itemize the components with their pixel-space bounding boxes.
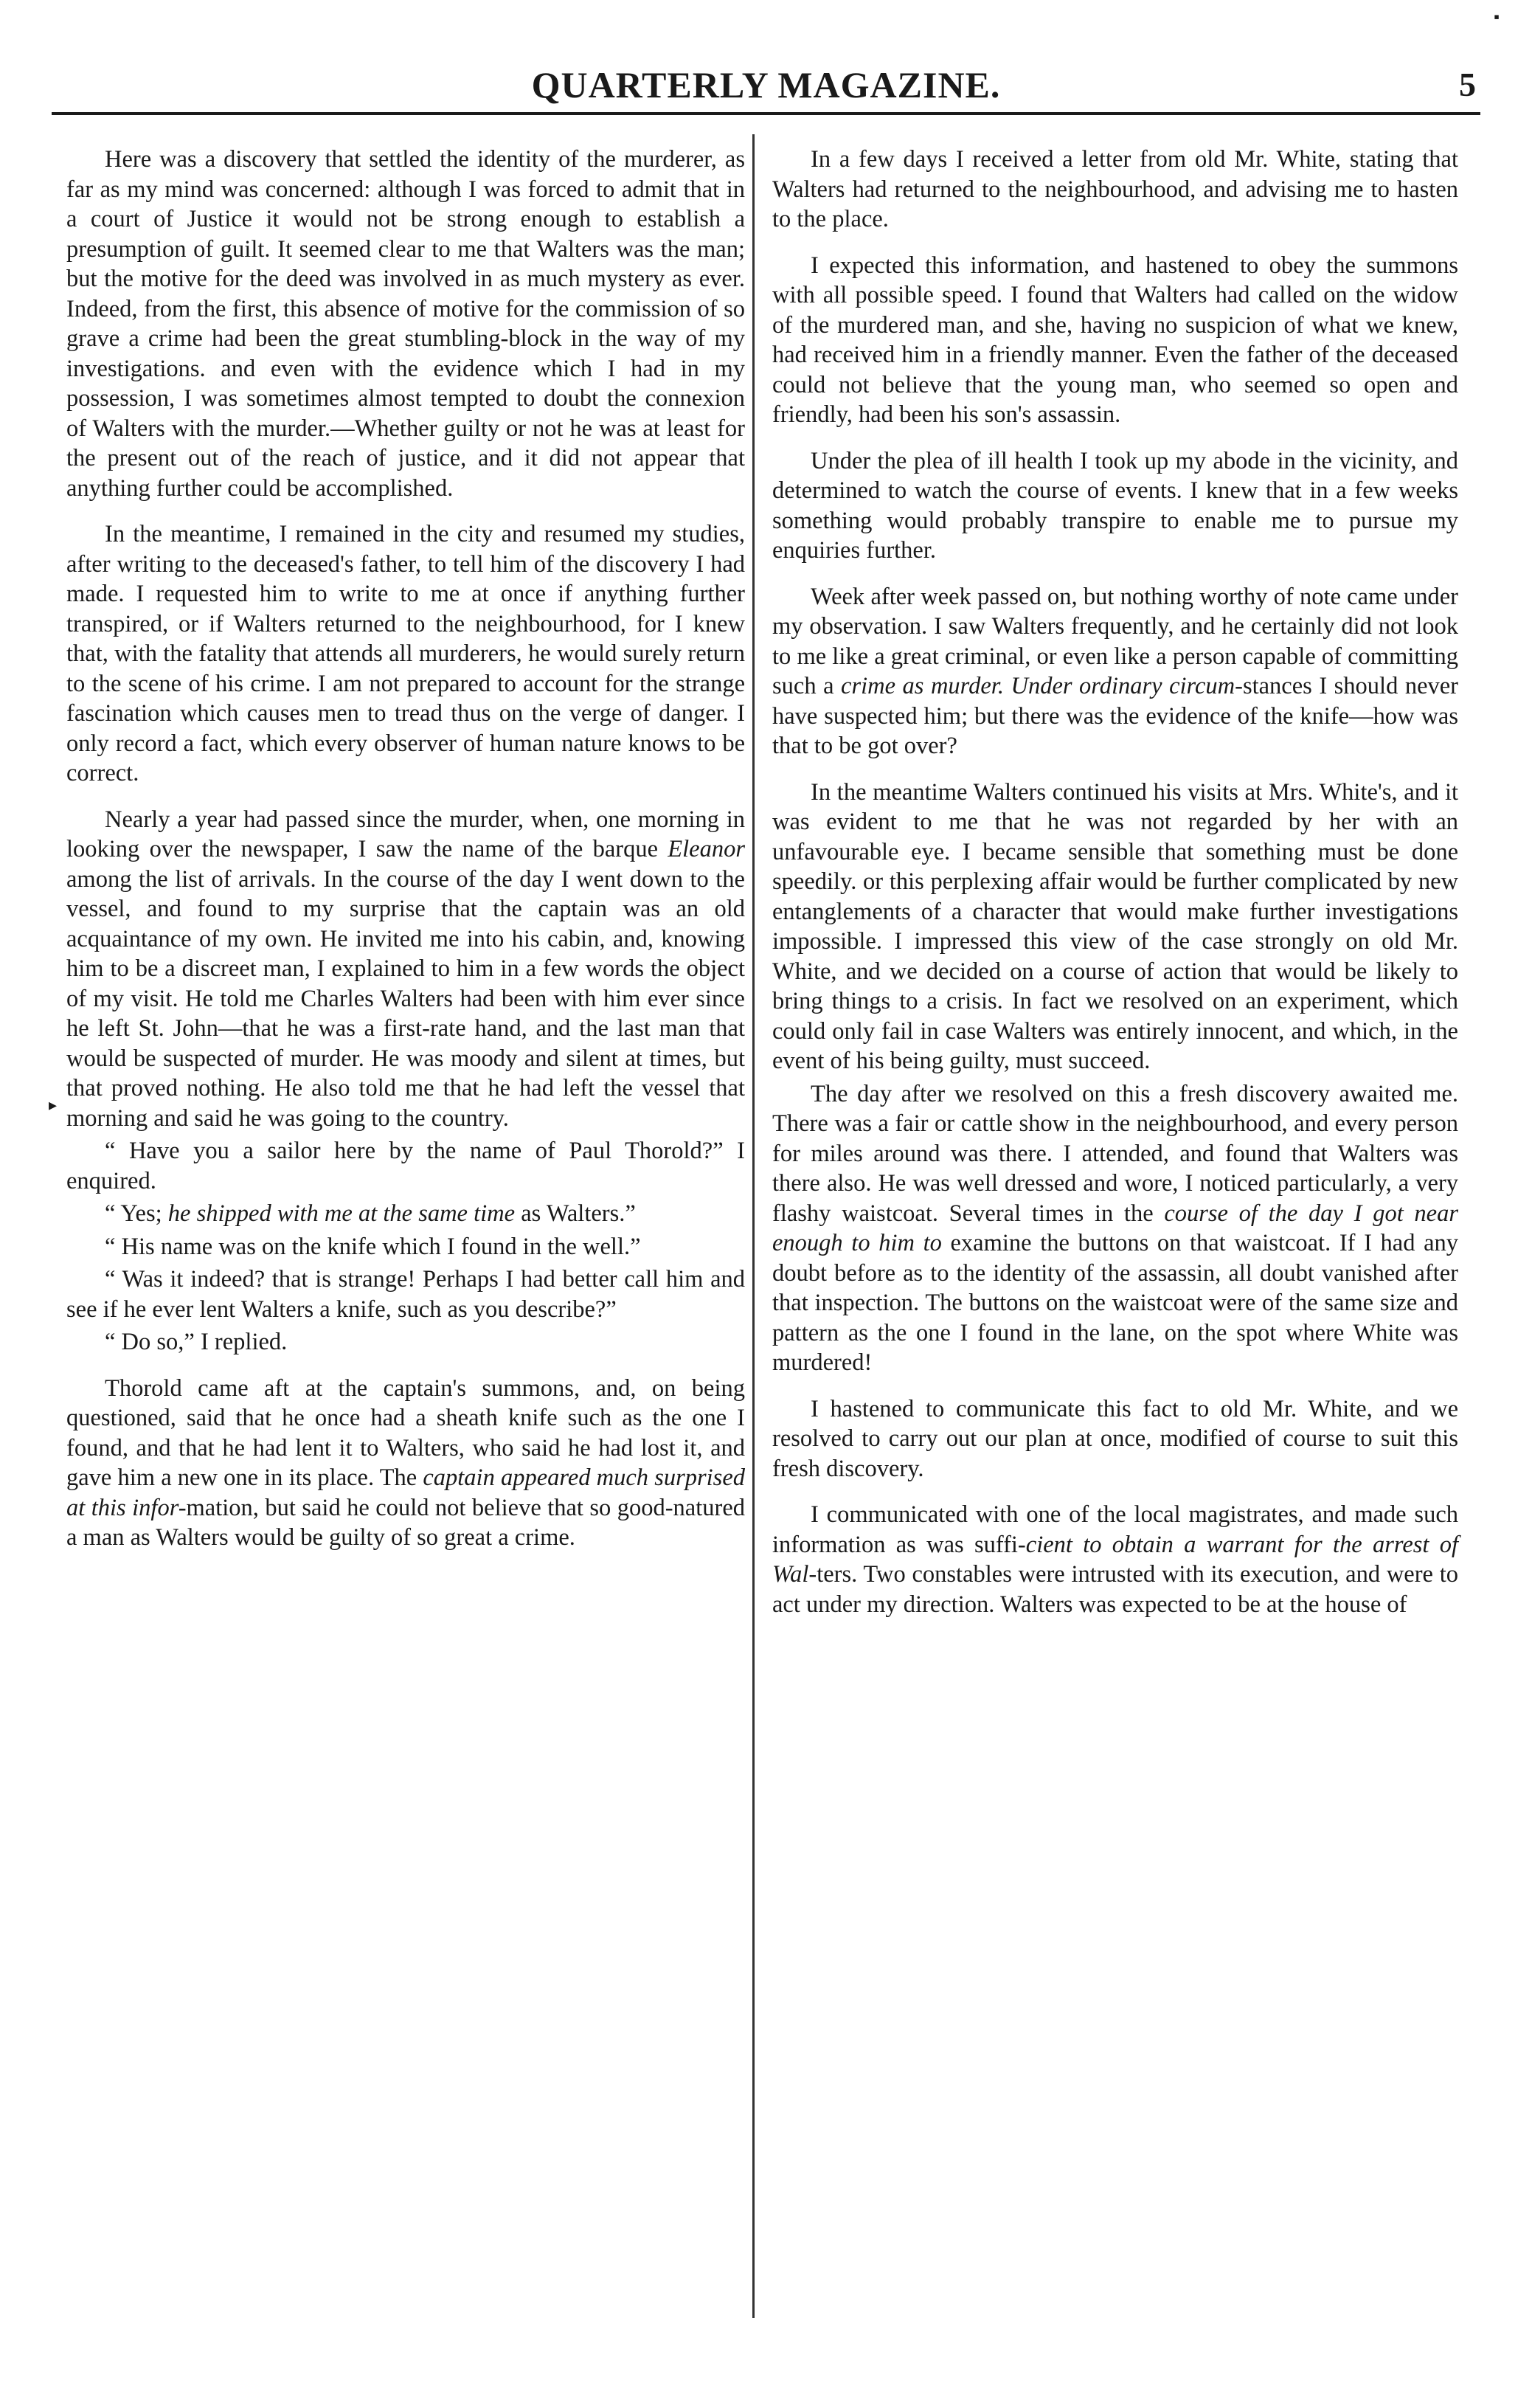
- running-title: QUARTERLY MAGAZINE.: [531, 64, 1001, 105]
- paragraph: In the meantime Walters continued his visits at Mrs. White's, and it was evident to me that he was not regarded by her with an unfavourable eye. I became sensible that something must be done speedily. or this perplexing affair would be further complicated by new entanglements of a character that would make further investigations impossible. I impressed this view of the case strongly on old Mr. White, and we decided on a course of action that would be likely to bring things to a crisis. In fact we resolved on an experiment, which could only fail in case Walters was entirely innocent, and which, in the event of his being guilty, must succeed.: [772, 778, 1458, 1074]
- paragraph: Under the plea of ill health I took up my abode in the vicinity, and determined to watch the course of events. I knew that in a few weeks something would probably transpire to enable me to pursue my enquiries further.: [772, 447, 1458, 564]
- left-column: [66, 145, 745, 1569]
- paragraph: Here was a discovery that settled the identity of the murderer, as far as my mind was concerned: although I was forced to admit that in a court of Justice it would not be strong enough to establish a presumption of guilt. It seemed clear to me that Walters was the man; but the motive for the deed was involved in as much mystery as ever. Indeed, from the first, this absence of motive for the commission of so grave a crime had been the great stumbling-block in the way of my investigations. and even with the evidence which I had in my possession, I was sometimes almost tempted to doubt the connexion of Walters with the murder.—Whether guilty or not he was at least for the present out of the reach of justice, and it did not appear that anything further could be accomplished.: [66, 146, 745, 502]
- paragraph: The day after we resolved on this a fresh discovery awaited me. There was a fair or cattle show in the neighbourhood, and every person for miles around was there. I attended, and found that Walters was there also. He was well dressed and wore, I noticed particularly, a very flashy waistcoat. Several times in the course of the day I got near enough to him to examine the buttons on that waistcoat. If I had any doubt before as to the identity of the assassin, all doubt vanished after that inspection. The buttons on the waistcoat were of the same size and pattern as the one I found in the lane, on the spot where White was murdered!: [772, 1080, 1459, 1376]
- paragraph: In the meantime, I remained in the city and resumed my studies, after writing to the deceased's father, to tell him of the discovery I had made. I requested him to write to me at once if anything further transpired, or if Walters returned to the neighbourhood, for I knew that, with the fatality that attends all murderers, he would surely return to the scene of his crime. I am not prepared to account for the strange fascination which causes men to tread thus on the verge of danger. I only record a fact, which every observer of human nature knows to be correct.: [66, 521, 745, 786]
- running-header: [0, 59, 1532, 111]
- paragraph: Week after week passed on, but nothing worthy of note came under my observation. I saw Walters frequently, and he certainly did not look to me like a great criminal, or even like a person capable of committing such a crime as murder. Under ordinary circum-stances I should never have suspected him; but there was the evidence of the knife—how was that to be got over?: [772, 583, 1459, 759]
- dialogue-line: “ Do so,” I replied.: [105, 1329, 288, 1355]
- margin-arrow-icon: ▸: [49, 1096, 58, 1114]
- header-rule: [52, 112, 1480, 115]
- paragraph: I hastened to communicate this fact to old Mr. White, and we resolved to carry out our plan at once, modified of course to suit this fresh discovery.: [772, 1395, 1458, 1482]
- paragraph: I communicated with one of the local magistrates, and made such information as was suffi-cient to obtain a warrant for the arrest of Wal-ters. Two constables were intrusted with its execution, and were to act under my direction. Walters was expected to be at the house of: [772, 1501, 1458, 1618]
- dialogue-line: “ His name was on the knife which I found in the well.”: [105, 1233, 641, 1260]
- paragraph: Nearly a year had passed since the murder, when, one morning in looking over the newspaper, I saw the name of the barque Eleanor among the list of arrivals. In the course of the day I went down to the vessel, and found to my surprise that the captain was an old acquaintance of my own. He invited me into his cabin, and, knowing him to be a discreet man, I explained to him in a few words the object of my visit. He told me Charles Walters had been with him ever since he left St. John—that he was a first-rate hand, and the last man that would be suspected of murder. He was moody and silent at times, but that proved nothing. He also told me that he had left the vessel that morning and said he was going to the country.: [66, 806, 745, 1132]
- paragraph: Thorold came aft at the captain's summons, and, on being questioned, said that he once had a sheath knife such as the one I found, and that he had lent it to Walters, who said he had lost it, and gave him a new one in its place. The captain appeared much surprised at this infor-mation, but said he could not believe that so good-natured a man as Walters would be guilty of so great a crime.: [66, 1374, 746, 1551]
- right-column: [772, 145, 1458, 1636]
- corner-mark-icon: ▪: [1494, 7, 1500, 26]
- dialogue-line: “ Have you a sailor here by the name of Paul Thorold?” I enquired.: [66, 1138, 745, 1194]
- paragraph: I expected this information, and hastened to obey the summons with all possible speed. I found that Walters had called on the widow of the murdered man, and she, having no suspicion of what we knew, had received him in a friendly manner. Even the father of the deceased could not believe that the young man, who seemed so open and friendly, had been his son's assassin.: [772, 252, 1458, 428]
- paragraph: In a few days I received a letter from old Mr. White, stating that Walters had returned to the neighbourhood, and advising me to hasten to the place.: [772, 146, 1458, 232]
- dialogue-line: “ Was it indeed? that is strange! Perhaps I had better call him and see if he ever lent Walters a knife, such as you describe?”: [66, 1266, 745, 1323]
- column-divider: [752, 134, 755, 2318]
- dialogue-line: “ Yes; he shipped with me at the same time as Walters.”: [105, 1200, 636, 1227]
- page-number: 5: [1459, 66, 1476, 103]
- ship-name: Eleanor: [668, 836, 745, 862]
